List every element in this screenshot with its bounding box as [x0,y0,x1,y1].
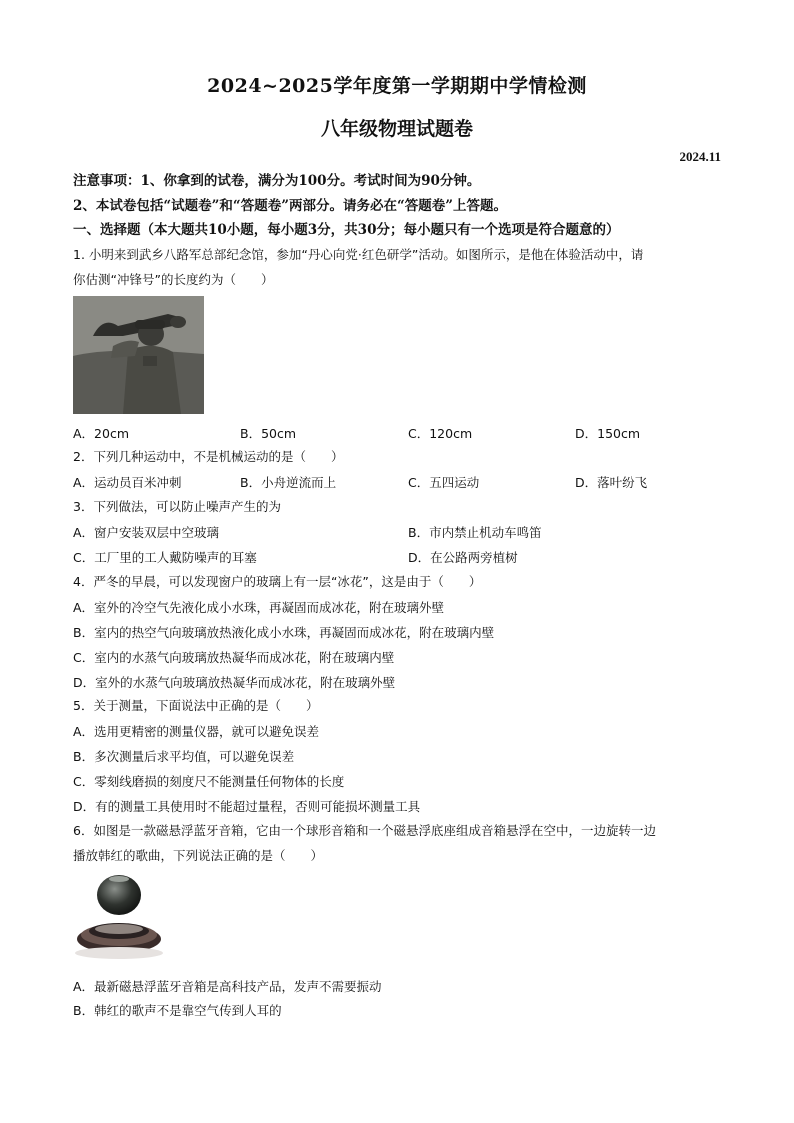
exam-title: 2024~2025学年度第一学期期中学情检测 [207,75,587,97]
q5-option-d: D．有的测量工具使用时不能超过量程，否则可能损坏测量工具 [73,799,421,814]
q6-option-a: A．最新磁悬浮蓝牙音箱是高科技产品，发声不需要振动 [73,979,382,994]
q5-stem: 5．关于测量，下面说法中正确的是（ ） [73,698,319,713]
q6-stem-line-2: 播放韩红的歌曲，下列说法正确的是（ ） [73,848,324,863]
q1-stem-line-1: 1. 小明来到武乡八路军总部纪念馆，参加“丹心向党·红色研学”活动。如图所示，是他在体验活动中，请 [73,247,644,262]
exam-subtitle: 八年级物理试题卷 [320,118,473,140]
q1-option-d: D．150cm [575,426,641,441]
q5-option-c: C．零刻线磨损的刻度尺不能测量任何物体的长度 [73,774,345,789]
maglev-speaker-photo [73,873,165,968]
q2-option-c: C．五四运动 [408,475,480,490]
exam-date: 2024.11 [679,149,721,164]
q4-stem: 4．严冬的早晨，可以发现窗户的玻璃上有一层“冰花”，这是由于（ ） [73,574,482,589]
notice-line-1: 注意事项：1、你拿到的试卷，满分为100分。考试时间为90分钟。 [73,173,481,189]
q1-stem-line-2: 你估测“冲锋号”的长度约为（ ） [73,272,274,287]
q1-option-b: B．50cm [240,426,297,441]
q4-option-b: B．室内的热空气向玻璃放热液化成小水珠，再凝固而成冰花，附在玻璃内壁 [73,625,495,640]
q4-option-c: C．室内的水蒸气向玻璃放热凝华而成冰花，附在玻璃内壁 [73,650,395,665]
q1-option-a: A．20cm [73,426,130,441]
q1-option-c: C．120cm [408,426,473,441]
q2-option-d: D．落叶纷飞 [575,475,648,490]
q3-stem: 3．下列做法，可以防止噪声产生的为 [73,499,281,514]
q3-option-a: A．窗户安装双层中空玻璃 [73,525,220,540]
section-heading: 一、选择题（本大题共10小题，每小题3分，共30分；每小题只有一个选项是符合题意的） [73,222,620,238]
q3-option-d: D．在公路两旁植树 [408,550,518,565]
q2-option-b: B．小舟逆流而上 [240,475,337,490]
q5-option-a: A．选用更精密的测量仪器，就可以避免误差 [73,724,320,739]
notice-line-2: 2、本试卷包括“试题卷”和“答题卷”两部分。请务必在“答题卷”上答题。 [73,198,507,214]
q3-option-c: C．工厂里的工人戴防噪声的耳塞 [73,550,257,565]
q5-option-b: B．多次测量后求平均值，可以避免误差 [73,749,295,764]
q6-option-b: B．韩红的歌声不是靠空气传到人耳的 [73,1003,282,1018]
q3-option-b: B．市内禁止机动车鸣笛 [408,525,542,540]
q4-option-a: A．室外的冷空气先液化成小水珠，再凝固而成冰花，附在玻璃外壁 [73,600,445,615]
bugle-boy-photo [73,296,204,414]
q4-option-d: D．室外的水蒸气向玻璃放热凝华而成冰花，附在玻璃外壁 [73,675,396,690]
q2-option-a: A．运动员百米冲刺 [73,475,182,490]
q2-stem: 2．下列几种运动中，不是机械运动的是（ ） [73,449,344,464]
q6-stem-line-1: 6．如图是一款磁悬浮蓝牙音箱，它由一个球形音箱和一个磁悬浮底座组成音箱悬浮在空中，一边旋转一边 [73,823,656,838]
